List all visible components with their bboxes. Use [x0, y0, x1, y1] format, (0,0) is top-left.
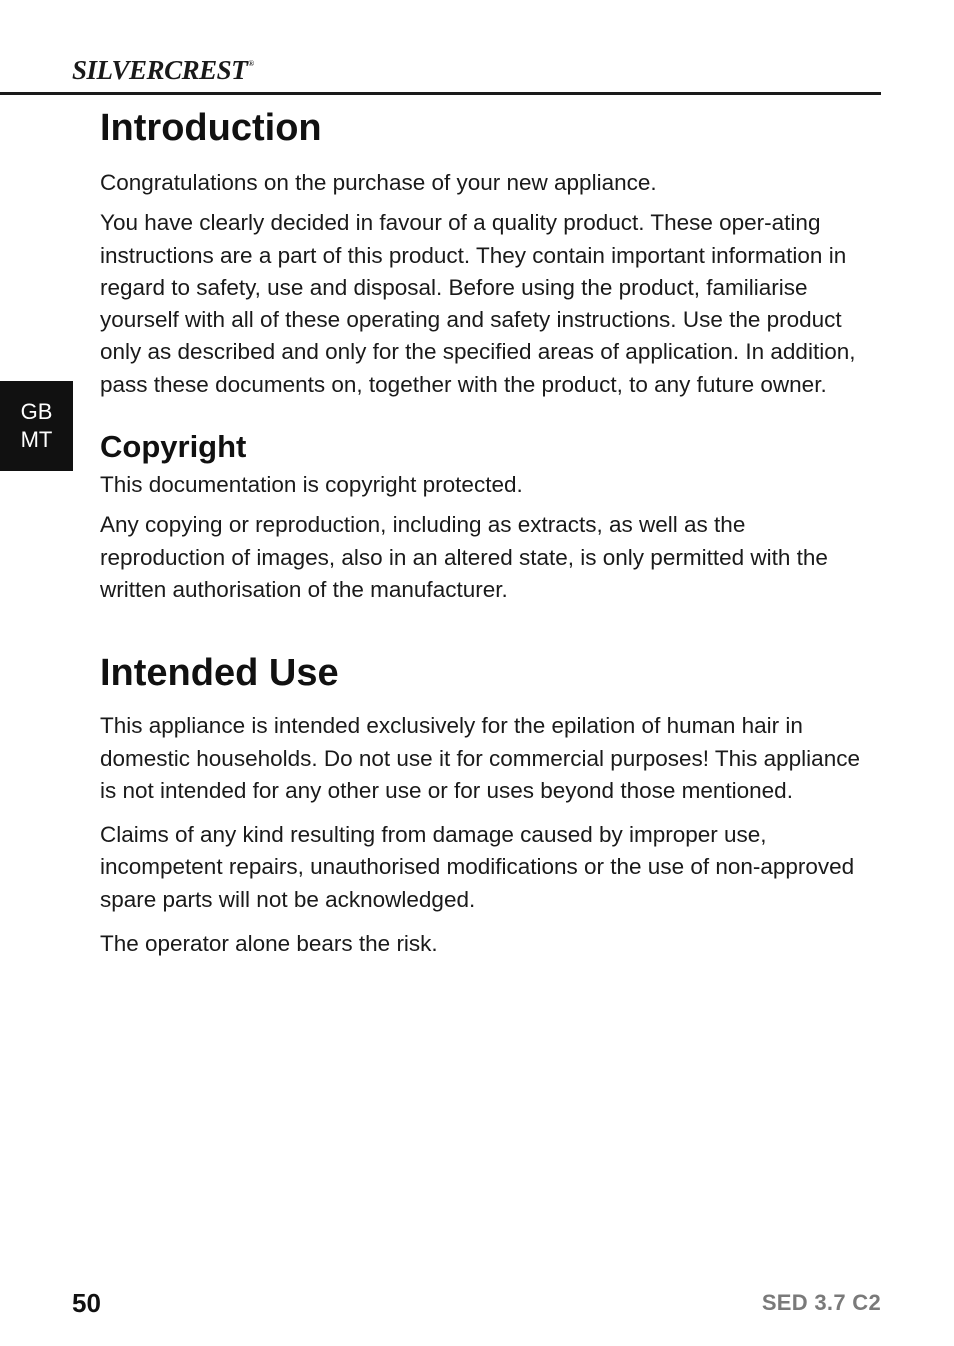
heading-copyright: Copyright — [100, 429, 247, 465]
brand-logo — [72, 55, 254, 86]
brand-initial-s: S — [72, 55, 87, 85]
intended-use-paragraph-3: The operator alone bears the risk. — [100, 931, 438, 957]
page-number: 50 — [72, 1288, 101, 1318]
copyright-paragraph-1: This documentation is copyright protected. — [100, 472, 523, 498]
language-code-gb: GB — [20, 399, 53, 424]
intro-paragraph-1: Congratulations on the purchase of your new appliance. — [100, 170, 657, 195]
heading-introduction: Introduction — [100, 107, 322, 149]
registered-mark: ® — [248, 59, 254, 68]
brand-word-crest: REST — [181, 55, 248, 85]
language-code-mt: MT — [20, 427, 53, 452]
page-content — [100, 103, 860, 960]
heading-intended-use: Intended Use — [100, 652, 339, 695]
brand-initial-c: C — [164, 55, 182, 85]
intended-use-paragraph-2: Claims of any kind resulting from damage caused by improper use, incompetent repairs, unauthorised modifications or the use of non-approved spare parts will not be acknowledged. — [100, 822, 855, 912]
model-number: SED 3.7 C2 — [761, 1290, 881, 1315]
brand-word-silver: ILVER — [86, 55, 165, 85]
copyright-paragraph-2: Any copying or reproduction, including as extracts, as well as the reproduction of images, also in an altered state, is only permitted with the written authorisation of the manufacturer. — [100, 512, 828, 602]
intended-use-paragraph-1: This appliance is intended exclusively for the epilation of human hair in domestic households. Do not use it for commercial purposes! This appliance is not intended for any other use or for uses beyond those mentioned. — [100, 713, 860, 803]
language-tab — [0, 381, 73, 471]
header-rule — [0, 92, 881, 95]
intro-paragraph-2: You have clearly decided in favour of a quality product. These oper-ating instructions are a part of this product. They contain important information in regard to safety, use and disposal. Before using the product, familiarise yourself with all of these operating and safety instructions. Use the product only as described and only for the specified areas of application. In addition, pass these documents on, together with the product, to any future owner. — [100, 210, 856, 397]
